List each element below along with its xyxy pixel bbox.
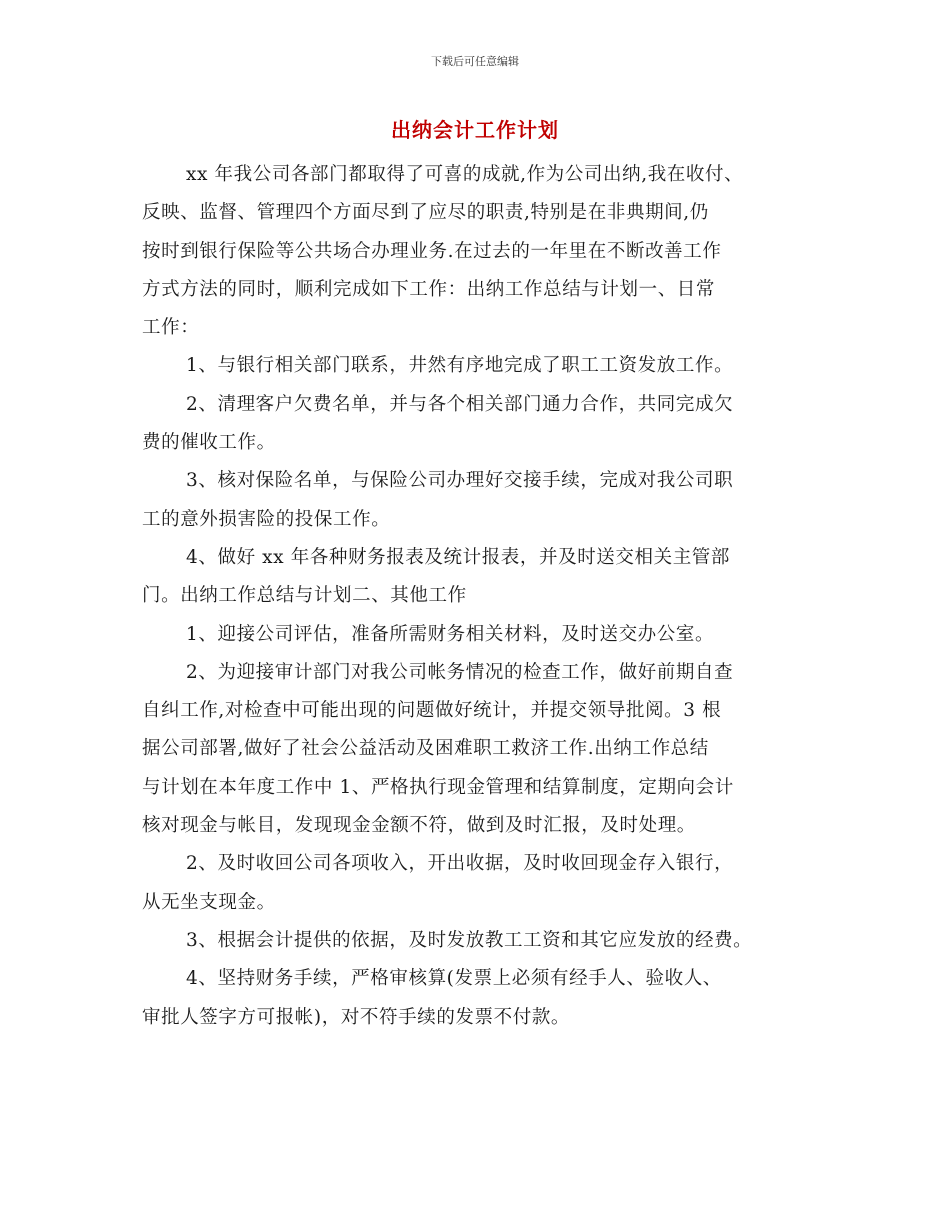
text-line: 1、与银行相关部门联系，井然有序地完成了职工工资发放工作。: [186, 355, 734, 377]
text-line: 3、核对保险名单，与保险公司办理好交接手续，完成对我公司职: [186, 470, 734, 492]
text-line: 2、为迎接审计部门对我公司帐务情况的检查工作，做好前期自查: [186, 661, 734, 683]
text-line: 工作：: [142, 317, 200, 339]
text-line: xx 年我公司各部门都取得了可喜的成就,作为公司出纳,我在收付、: [186, 164, 744, 185]
text-line: 审批人签字方可报帐)，对不符手续的发票不付款。: [142, 1006, 571, 1028]
header-note: 下载后可任意编辑: [431, 55, 519, 68]
text-line: 工的意外损害险的投保工作。: [142, 508, 391, 530]
document-body: [142, 156, 814, 1037]
text-line: 自纠工作,对检查中可能出现的问题做好统计，并提交领导批阅。3 根: [142, 700, 722, 722]
text-line: 3、根据会计提供的依据，及时发放教工工资和其它应发放的经费。: [186, 929, 753, 951]
text-line: 2、及时收回公司各项收入，开出收据，及时收回现金存入银行，: [186, 853, 734, 875]
document-title: 出纳会计工作计划: [391, 118, 559, 142]
text-line: 门。出纳工作总结与计划二、其他工作: [142, 585, 467, 607]
text-line: 据公司部署,做好了社会公益活动及困难职工救济工作.出纳工作总结: [142, 738, 709, 760]
text-line: 4、做好 xx 年各种财务报表及统计报表，并及时送交相关主管部: [186, 546, 731, 568]
text-line: 从无坐支现金。: [142, 891, 276, 913]
text-line: 反映、监督、管理四个方面尽到了应尽的职责,特别是在非典期间,仍: [142, 202, 709, 224]
text-line: 方式方法的同时，顺利完成如下工作：出纳工作总结与计划一、日常: [142, 278, 716, 300]
text-line: 4、坚持财务手续，严格审核算(发票上必须有经手人、验收人、: [186, 968, 722, 990]
text-line: 1、迎接公司评估，准备所需财务相关材料，及时送交办公室。: [186, 623, 715, 645]
text-line: 按时到银行保险等公共场合办理业务.在过去的一年里在不断改善工作: [142, 240, 722, 262]
text-line: 与计划在本年度工作中 1、严格执行现金管理和结算制度，定期向会计: [142, 776, 734, 798]
text-line: 费的催收工作。: [142, 432, 276, 454]
text-line: 2、清理客户欠费名单，并与各个相关部门通力合作，共同完成欠: [186, 393, 734, 415]
text-line: 核对现金与帐目，发现现金金额不符，做到及时汇报，及时处理。: [142, 815, 696, 837]
